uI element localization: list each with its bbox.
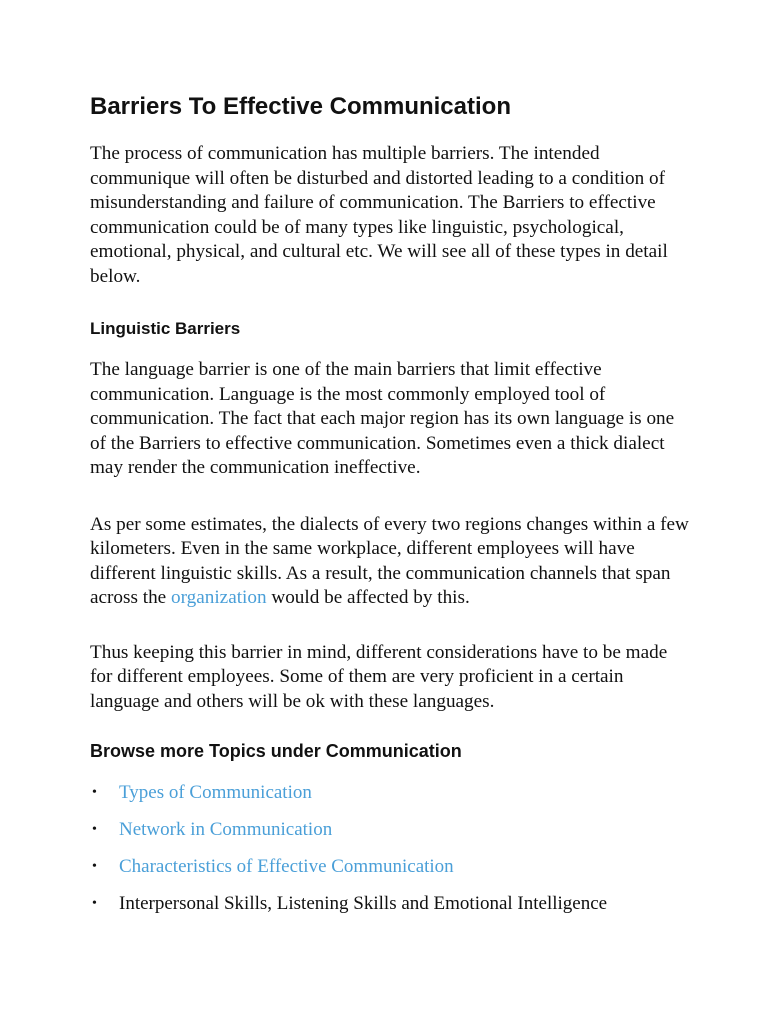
organization-link[interactable]: organization xyxy=(171,587,267,608)
topics-list xyxy=(90,782,690,915)
considerations-paragraph: Thus keeping this barrier in mind, different considerations have to be made for different employees. Some of them are very proficient in a certain language and others will be ok with these languages. xyxy=(90,641,668,712)
bullet-icon: • xyxy=(92,896,97,911)
page-title: Barriers To Effective Communication xyxy=(90,93,511,120)
bullet-icon: • xyxy=(92,822,97,837)
language-barrier-paragraph: The language barrier is one of the main barriers that limit effective communication. Language is the most commonly employed tool of communication. The fact that each major region has its own language is one of the Barriers to effective communication. Sometimes even a thick dialect may render the communication ineffective. xyxy=(90,359,675,478)
bullet-icon: • xyxy=(92,785,97,800)
dialects-text-after: would be affected by this. xyxy=(266,587,470,608)
browse-topics-heading: Browse more Topics under Communication xyxy=(90,741,462,761)
topic-item-characteristics xyxy=(90,856,690,878)
section-heading-linguistic-barriers: Linguistic Barriers xyxy=(90,319,241,338)
topic-item-network-in-communication xyxy=(90,819,690,841)
topic-item-types-of-communication xyxy=(90,782,690,804)
topic-item-interpersonal-skills xyxy=(90,893,690,915)
article xyxy=(90,92,690,930)
topic-link-types-of-communication[interactable]: Types of Communication xyxy=(119,782,312,803)
topic-link-characteristics[interactable]: Characteristics of Effective Communication xyxy=(119,856,454,877)
topic-link-network-in-communication[interactable]: Network in Communication xyxy=(119,819,333,840)
dialects-paragraph xyxy=(90,513,690,611)
topic-text-interpersonal-skills: Interpersonal Skills, Listening Skills and Emotional Intelligence xyxy=(119,893,608,914)
dialects-text-before: As per some estimates, the dialects of every two regions changes within a few kilometers. Even in the same workplace, different employees will have different linguistic skills. As a result, the communication channels that span across the xyxy=(90,513,689,608)
intro-paragraph: The process of communication has multiple barriers. The intended communique will often be disturbed and distorted leading to a condition of misunderstanding and failure of communication. The Barriers to effective communication could be of many types like linguistic, psychological, emotional, physical, and cultural etc. We will see all of these types in detail below. xyxy=(90,143,668,287)
bullet-icon: • xyxy=(92,859,97,874)
